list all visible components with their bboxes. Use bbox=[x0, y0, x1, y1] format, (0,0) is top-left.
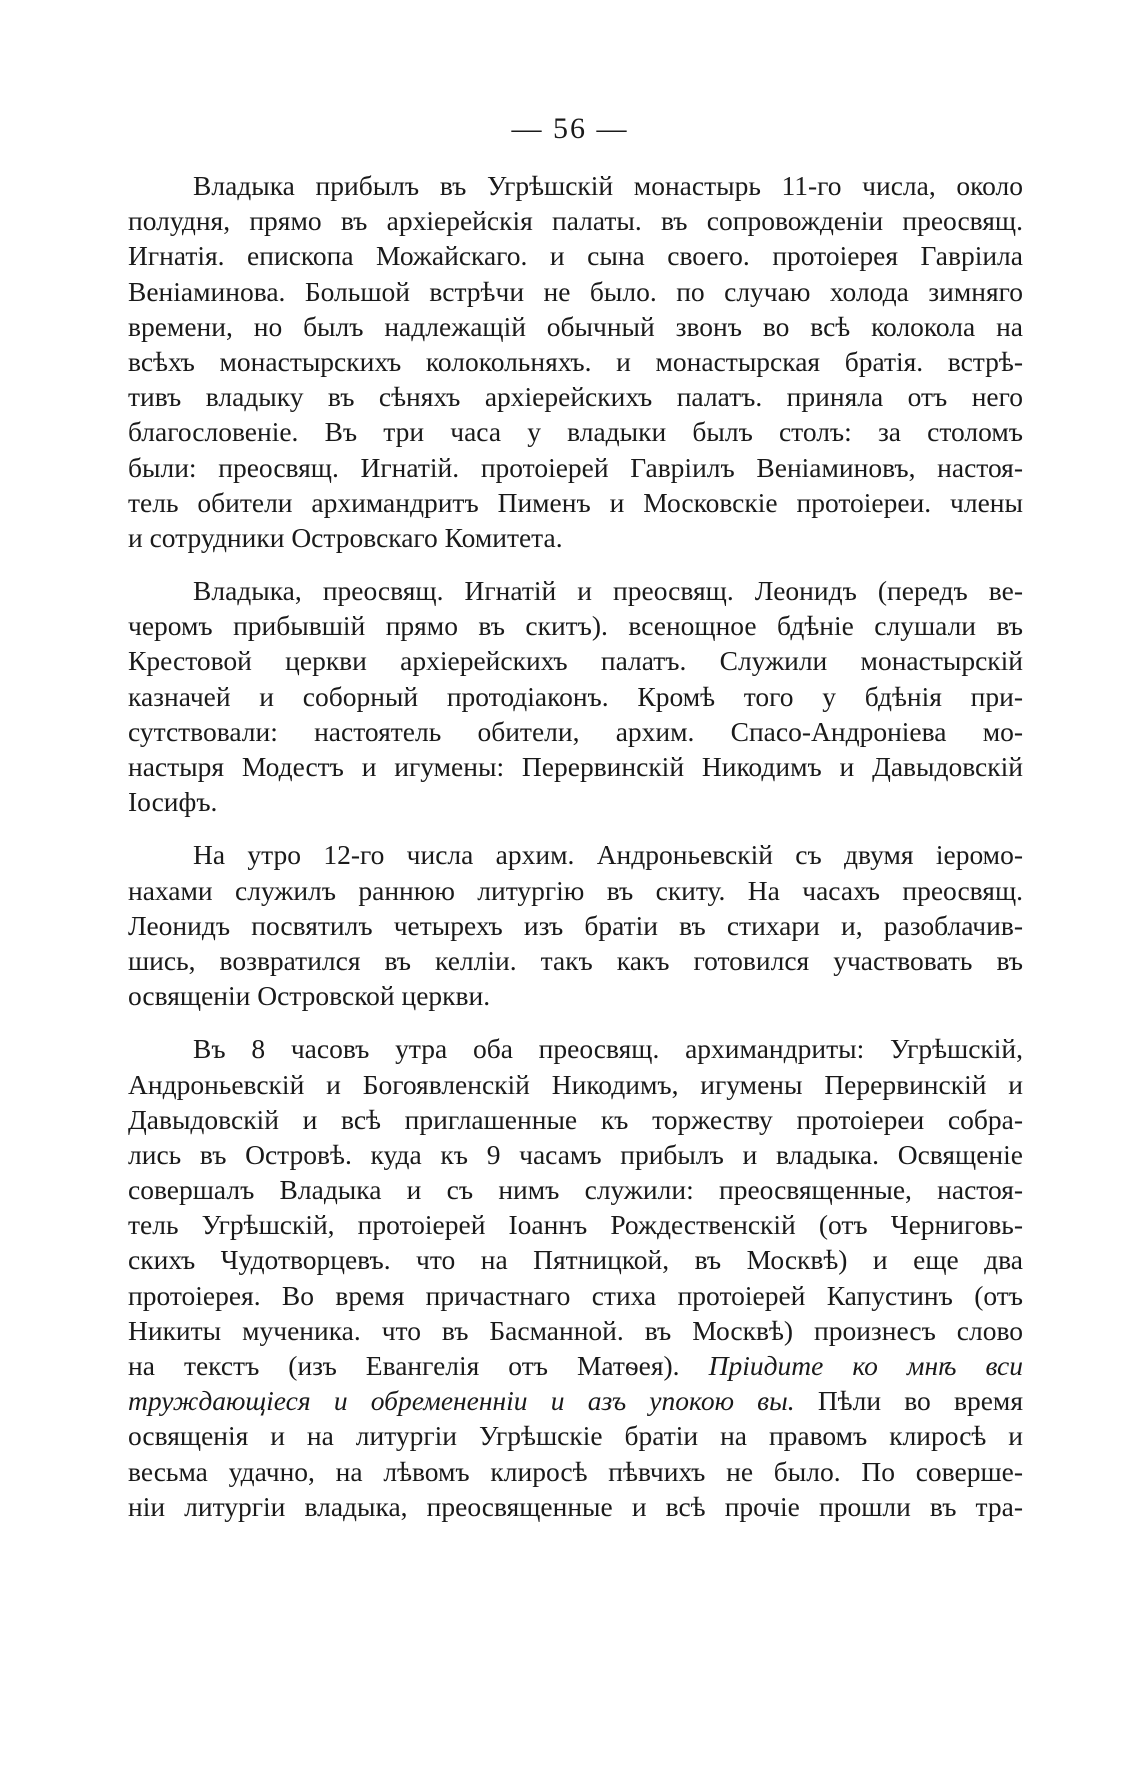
text-line: и сотрудники Островскаго Комитета. bbox=[128, 521, 563, 553]
text-line: Леонидъ посвятилъ четырехъ изъ братіи въ стихари и, разоблачив- bbox=[128, 909, 1023, 941]
text-line: ніи литургіи владыка, преосвященные и всѣ прочіе прошли въ тра- bbox=[128, 1490, 1023, 1522]
text-line-mixed bbox=[128, 1383, 1023, 1418]
text-line: Давыдовскій и всѣ приглашенные къ торжеству протоіереи собра- bbox=[128, 1103, 1023, 1135]
text-line: протоіерея. Во время причастнаго стиха протоіерей Капустинъ (отъ bbox=[128, 1279, 1023, 1311]
text-line: времени, но былъ надлежащій обычный звонъ во всѣ колокола на bbox=[128, 310, 1023, 342]
text-line: тивъ владыку въ сѣняхъ архіерейскихъ палатъ. приняла отъ него bbox=[128, 381, 1023, 413]
text-line: Веніаминова. Большой встрѣчи не было. по случаю холода зимняго bbox=[128, 275, 1023, 307]
text-line: благословеніе. Въ три часа у владыки былъ столъ: за столомъ bbox=[128, 416, 1023, 448]
paragraph-2 bbox=[128, 573, 1023, 819]
text-line: весьма удачно, на лѣвомъ клиросѣ пѣвчихъ не было. По соверше- bbox=[128, 1455, 1023, 1487]
text-line: настыря Модестъ и игумены: Перервинскій Никодимъ и Давыдовскій bbox=[128, 751, 1023, 782]
text-line: шись, возвратился въ келліи. такъ какъ готовился участвовать въ bbox=[128, 944, 1023, 976]
text-line-mixed bbox=[128, 1348, 1023, 1383]
text-line: Владыка прибылъ въ Угрѣшскій монастырь 11-го числа, около bbox=[193, 170, 1023, 201]
text-line: тель обители архимандритъ Пименъ и Московскіе протоіереи. члены bbox=[128, 486, 1023, 518]
text-line: были: преосвящ. Игнатій. протоіерей Гавріилъ Веніаминовъ, настоя- bbox=[128, 451, 1023, 483]
text-line: Владыка, преосвящ. Игнатій и преосвящ. Леонидъ (передъ ве- bbox=[193, 575, 1023, 607]
page-number: — 56 — bbox=[511, 112, 629, 145]
text-line: Іосифъ. bbox=[128, 786, 218, 818]
text-segment: Пѣли во время bbox=[817, 1385, 1023, 1417]
text-line: казначей и соборный протодіаконъ. Кромѣ того у бдѣнія при- bbox=[128, 680, 1023, 712]
text-line: полудня, прямо въ архіерейскія палаты. въ сопровожденіи преосвящ. bbox=[128, 205, 1023, 237]
text-line: лись въ Островѣ. куда къ 9 часамъ прибылъ и владыка. Освященіе bbox=[128, 1138, 1023, 1170]
paragraph-1 bbox=[128, 168, 1023, 555]
text-line: На утро 12-го числа архим. Андроньевскій съ двумя іеромо- bbox=[193, 839, 1023, 871]
text-line: нахами служилъ раннюю литургію въ скиту. На часахъ преосвящ. bbox=[128, 874, 1023, 906]
text-line: Крестовой церкви архіерейскихъ палатъ. Служили монастырскій bbox=[128, 645, 1023, 677]
text-line: черомъ прибывшій прямо въ скитъ). всенощное бдѣніе слушали въ bbox=[128, 610, 1023, 642]
text-segment: на текстъ (изъ Евангелія отъ Матѳея). bbox=[128, 1350, 680, 1381]
text-line: Въ 8 часовъ утра оба преосвящ. архимандриты: Угрѣшскій, bbox=[193, 1033, 1023, 1065]
paragraph-4 bbox=[128, 1031, 1023, 1524]
text-line: скихъ Чудотворцевъ. что на Пятницкой, въ Москвѣ) и еще два bbox=[128, 1244, 1023, 1276]
text-line: освященія и на литургіи Угрѣшскіе братіи на правомъ клиросѣ и bbox=[128, 1420, 1023, 1452]
text-line: всѣхъ монастырскихъ колокольняхъ. и монастырская братія. встрѣ- bbox=[128, 345, 1023, 377]
text-line: тель Угрѣшскій, протоіерей Іоаннъ Рождественскій (отъ Черниговь- bbox=[128, 1209, 1023, 1241]
paragraph-3 bbox=[128, 837, 1023, 1013]
text-line: Андроньевскій и Богоявленскій Никодимъ, игумены Перервинскій и bbox=[128, 1068, 1023, 1100]
text-line: Никиты мученика. что въ Басманной. въ Москвѣ) произнесъ слово bbox=[128, 1314, 1023, 1346]
scripture-quote: Пріидите ко мнѣ вси bbox=[708, 1350, 1024, 1381]
text-line: освященіи Островской церкви. bbox=[128, 980, 491, 1012]
scripture-quote: труждающіеся и обремененніи и азъ упокою вы. bbox=[128, 1385, 795, 1417]
text-line: Игнатія. епископа Можайскаго. и сына своего. протоіерея Гавріила bbox=[128, 240, 1023, 272]
body-text bbox=[128, 168, 1023, 1524]
text-line: совершалъ Владыка и съ нимъ служили: преосвященные, настоя- bbox=[128, 1174, 1023, 1206]
text-line: сутствовали: настоятель обители, архим. Спасо-Андроніева мо- bbox=[128, 715, 1023, 747]
